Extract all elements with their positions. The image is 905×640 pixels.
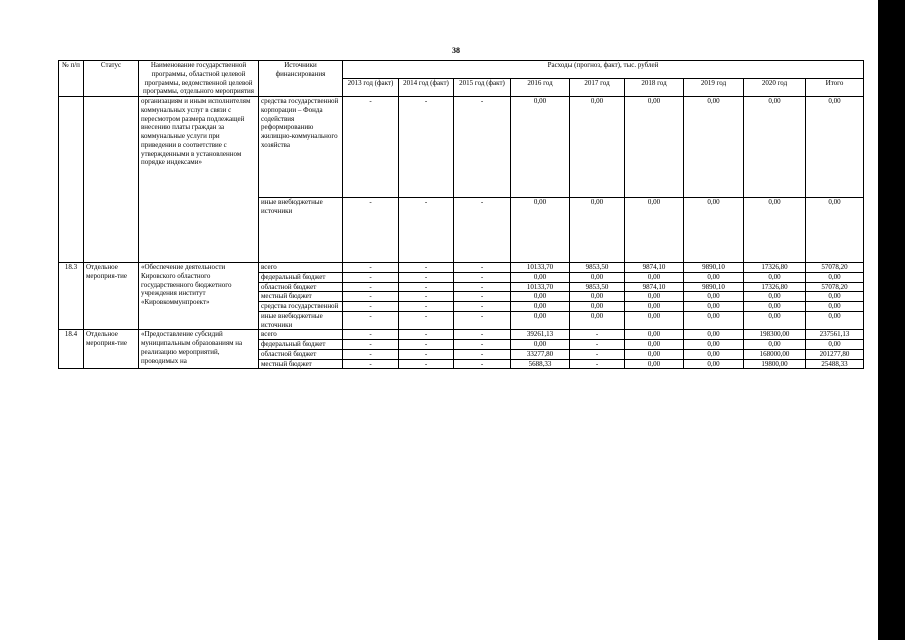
- value-cell: 9853,50: [570, 282, 625, 292]
- value-cell: 0,00: [684, 349, 744, 359]
- value-cell: 198300,00: [744, 330, 806, 340]
- header-sources: Источники финансирования: [259, 61, 343, 97]
- row-source: федеральный бюджет: [259, 340, 343, 350]
- value-cell: 39261,13: [511, 330, 570, 340]
- value-cell: -: [454, 349, 511, 359]
- value-cell: -: [454, 198, 511, 263]
- row-num: 18.4: [59, 330, 84, 369]
- row-name: «Предоставление субсидий муниципальным образованиям на реализацию мероприятий, проводимых на: [139, 330, 259, 369]
- value-cell: -: [399, 340, 454, 350]
- value-cell: 9890,10: [684, 263, 744, 273]
- value-cell: -: [399, 282, 454, 292]
- row-source: местный бюджет: [259, 292, 343, 302]
- value-cell: 0,00: [744, 198, 806, 263]
- value-cell: 0,00: [570, 198, 625, 263]
- row-name: организациям и иным исполнителям коммунальных услуг в связи с пересмотром размера подлежащей внесению платы граждан за коммунальные услуги при приведении в соответствие с утвержденными в установленном порядке индексами»: [139, 97, 259, 263]
- row-source: всего: [259, 263, 343, 273]
- row-status: Отдельное мероприя-тие: [84, 263, 139, 330]
- value-cell: 5688,33: [511, 359, 570, 369]
- row-source: средства государственной: [259, 302, 343, 312]
- value-cell: 33277,80: [511, 349, 570, 359]
- value-cell: 0,00: [806, 292, 864, 302]
- value-cell: 0,00: [625, 340, 684, 350]
- value-cell: 0,00: [744, 302, 806, 312]
- value-cell: 0,00: [570, 272, 625, 282]
- value-cell: -: [454, 311, 511, 330]
- value-cell: 0,00: [684, 311, 744, 330]
- value-cell: 0,00: [806, 198, 864, 263]
- row-source: областной бюджет: [259, 282, 343, 292]
- header-year: 2019 год: [684, 79, 744, 97]
- value-cell: -: [399, 263, 454, 273]
- header-expenses: Расходы (прогноз, факт), тыс. рублей: [343, 61, 864, 79]
- value-cell: -: [343, 282, 399, 292]
- table-header: [59, 61, 864, 97]
- row-name: «Обеспечение деятельности Кировского областного государственного бюджетного учреждения институт «Кировкоммунпроект»: [139, 263, 259, 330]
- row-status: [84, 97, 139, 263]
- value-cell: 0,00: [684, 97, 744, 198]
- header-year: 2013 год (факт): [343, 79, 399, 97]
- value-cell: -: [343, 272, 399, 282]
- value-cell: 19800,00: [744, 359, 806, 369]
- value-cell: 0,00: [744, 311, 806, 330]
- value-cell: 0,00: [625, 330, 684, 340]
- value-cell: 0,00: [744, 292, 806, 302]
- value-cell: 0,00: [684, 330, 744, 340]
- value-cell: 0,00: [806, 302, 864, 312]
- value-cell: -: [343, 302, 399, 312]
- value-cell: -: [343, 311, 399, 330]
- value-cell: 57078,20: [806, 263, 864, 273]
- value-cell: -: [454, 340, 511, 350]
- value-cell: 0,00: [625, 292, 684, 302]
- header-name: Наименование государственной программы, областной целевой программы, ведомственной целевой программы, отдельного мероприятия: [139, 61, 259, 97]
- value-cell: 9853,50: [570, 263, 625, 273]
- value-cell: -: [570, 330, 625, 340]
- header-year: 2014 год (факт): [399, 79, 454, 97]
- value-cell: 0,00: [744, 340, 806, 350]
- value-cell: 0,00: [570, 292, 625, 302]
- header-num: № п/п: [59, 61, 84, 97]
- value-cell: -: [570, 349, 625, 359]
- value-cell: 0,00: [511, 311, 570, 330]
- value-cell: 0,00: [684, 272, 744, 282]
- value-cell: 10133,70: [511, 263, 570, 273]
- value-cell: 0,00: [570, 302, 625, 312]
- value-cell: -: [570, 340, 625, 350]
- row-source: федеральный бюджет: [259, 272, 343, 282]
- row-status: Отдельное мероприя-тие: [84, 330, 139, 369]
- value-cell: 0,00: [511, 340, 570, 350]
- value-cell: 201277,80: [806, 349, 864, 359]
- value-cell: 0,00: [684, 292, 744, 302]
- value-cell: 9890,10: [684, 282, 744, 292]
- value-cell: 0,00: [744, 272, 806, 282]
- value-cell: -: [399, 359, 454, 369]
- value-cell: -: [343, 263, 399, 273]
- row-source: иные внебюджетные источники: [259, 198, 343, 263]
- value-cell: 0,00: [806, 340, 864, 350]
- header-year: 2015 год (факт): [454, 79, 511, 97]
- value-cell: -: [454, 97, 511, 198]
- value-cell: 0,00: [625, 97, 684, 198]
- row-num: 18.3: [59, 263, 84, 330]
- value-cell: 0,00: [570, 311, 625, 330]
- value-cell: 0,00: [744, 97, 806, 198]
- scan-edge-bar: [878, 0, 905, 640]
- table-row: [59, 97, 864, 198]
- value-cell: -: [343, 198, 399, 263]
- value-cell: 0,00: [511, 272, 570, 282]
- value-cell: 0,00: [625, 311, 684, 330]
- value-cell: 17326,80: [744, 263, 806, 273]
- value-cell: -: [399, 97, 454, 198]
- value-cell: -: [343, 97, 399, 198]
- value-cell: 0,00: [625, 198, 684, 263]
- value-cell: -: [343, 349, 399, 359]
- value-cell: -: [454, 330, 511, 340]
- value-cell: 0,00: [511, 292, 570, 302]
- header-year: 2020 год: [744, 79, 806, 97]
- table-row: [59, 330, 864, 340]
- value-cell: 0,00: [684, 302, 744, 312]
- value-cell: -: [343, 340, 399, 350]
- value-cell: 0,00: [625, 349, 684, 359]
- value-cell: 0,00: [684, 340, 744, 350]
- page-number: 38: [452, 46, 460, 55]
- value-cell: -: [454, 302, 511, 312]
- header-status: Статус: [84, 61, 139, 97]
- table-row: [59, 263, 864, 273]
- budget-table: [58, 60, 864, 369]
- value-cell: -: [454, 282, 511, 292]
- value-cell: -: [454, 263, 511, 273]
- table-body: [59, 97, 864, 369]
- value-cell: -: [570, 359, 625, 369]
- value-cell: 0,00: [625, 302, 684, 312]
- value-cell: 0,00: [806, 97, 864, 198]
- row-source: всего: [259, 330, 343, 340]
- value-cell: 9874,10: [625, 282, 684, 292]
- row-source: иные внебюджетные источники: [259, 311, 343, 330]
- value-cell: -: [399, 198, 454, 263]
- row-num: [59, 97, 84, 263]
- value-cell: 0,00: [684, 359, 744, 369]
- value-cell: -: [454, 359, 511, 369]
- value-cell: 0,00: [570, 97, 625, 198]
- value-cell: -: [343, 359, 399, 369]
- row-source: средства государственной корпорации – Фонда содействия реформированию жилищно-коммунального хозяйства: [259, 97, 343, 198]
- value-cell: 0,00: [806, 272, 864, 282]
- value-cell: 17326,80: [744, 282, 806, 292]
- header-year: 2017 год: [570, 79, 625, 97]
- value-cell: 10133,70: [511, 282, 570, 292]
- value-cell: -: [399, 349, 454, 359]
- value-cell: 0,00: [625, 359, 684, 369]
- value-cell: 0,00: [511, 302, 570, 312]
- value-cell: 9874,10: [625, 263, 684, 273]
- value-cell: 168000,00: [744, 349, 806, 359]
- value-cell: 57078,20: [806, 282, 864, 292]
- value-cell: 0,00: [625, 272, 684, 282]
- value-cell: 25488,33: [806, 359, 864, 369]
- row-source: местный бюджет: [259, 359, 343, 369]
- value-cell: -: [343, 330, 399, 340]
- header-year: 2018 год: [625, 79, 684, 97]
- value-cell: -: [399, 292, 454, 302]
- value-cell: 0,00: [511, 97, 570, 198]
- value-cell: 0,00: [684, 198, 744, 263]
- value-cell: -: [399, 311, 454, 330]
- value-cell: -: [399, 302, 454, 312]
- value-cell: -: [454, 292, 511, 302]
- value-cell: -: [399, 272, 454, 282]
- value-cell: 0,00: [511, 198, 570, 263]
- value-cell: -: [399, 330, 454, 340]
- header-year: 2016 год: [511, 79, 570, 97]
- row-source: областной бюджет: [259, 349, 343, 359]
- value-cell: -: [454, 272, 511, 282]
- value-cell: 237561,13: [806, 330, 864, 340]
- header-year: Итого: [806, 79, 864, 97]
- value-cell: -: [343, 292, 399, 302]
- value-cell: 0,00: [806, 311, 864, 330]
